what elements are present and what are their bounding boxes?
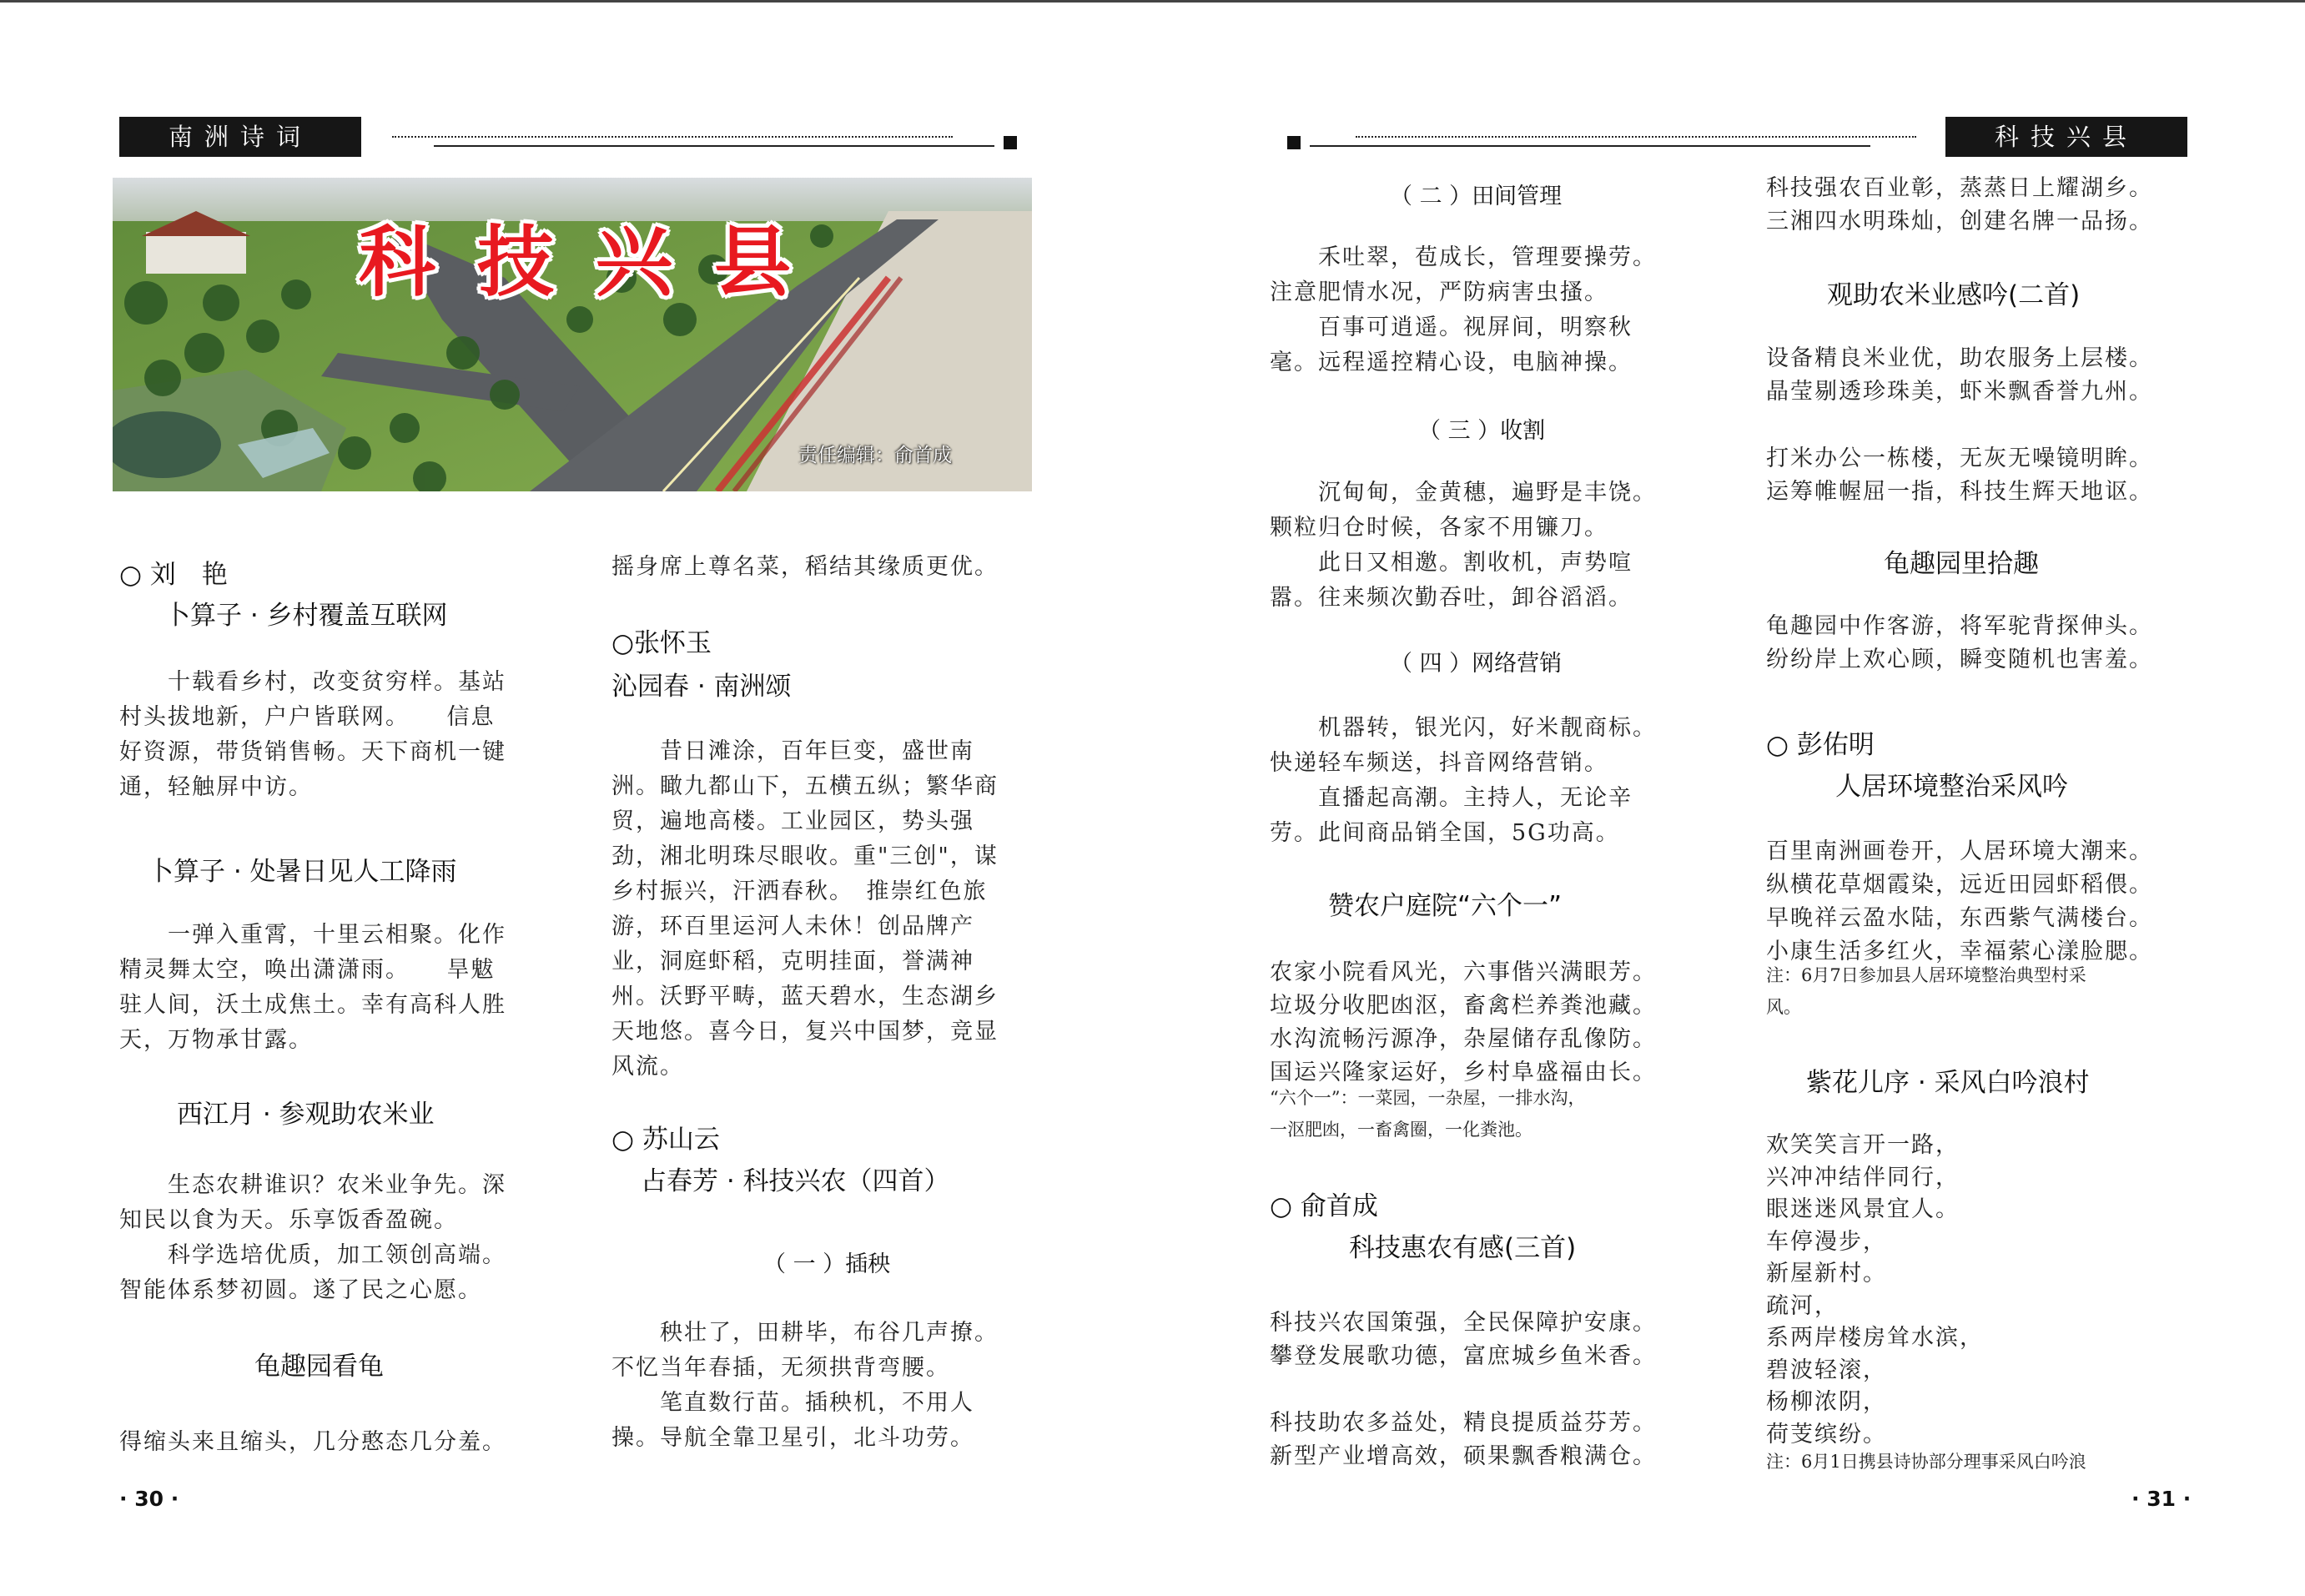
poem-title: 赞农户庭院“六个一” — [1328, 891, 1563, 921]
poem-body: 百里南洲画卷开，人居环境大潮来。 纵横花草烟霞染，远近田园虾稻偎。 早晚祥云盈水陆，东西紫气满楼台。 小康生活多红火，幸福萦心漾脸腮。 — [1766, 838, 2153, 964]
poem-subtitle: （ 二 ）田间管理 — [1390, 184, 1563, 209]
left-page-number: · 30 · — [119, 1487, 179, 1511]
poem-body: 科技强农百业彰，蒸蒸日上耀湖乡。 三湘四水明珠灿，创建名牌一品扬。 — [1766, 175, 2153, 234]
poem-body: 科技兴农国策强，全民保障护安康。 攀登发展歌功德，富庶城乡鱼米香。 科技助农多益处，精良提质益芬芳。 新型产业增高效，硕果飘香粮满仓。 — [1270, 1310, 1657, 1469]
header-rule — [434, 145, 994, 147]
poem-note: “六个一”：一菜园，一杂屋，一排水沟， 一沤肥凼，一畜禽圈，一化粪池。 — [1270, 1088, 1586, 1140]
header-dotted-rule — [1356, 136, 1916, 138]
poem-title: 观助农米业感吟(二首) — [1827, 280, 2081, 310]
poem-body: 一弹入重霄，十里云相聚。化作 精灵舞太空，唤出潇潇雨。 旱魃 驻人间，沃土成焦土。幸有高科人胜 天，万物承甘露。 — [119, 922, 506, 1053]
author-name: ○ 苏山云 — [611, 1125, 720, 1155]
poem-body: 禾吐翠，苞成长，管理要操劳。 注意肥情水况，严防病害虫搔。 百事可逍遥。视屏间，明察秋 毫。远程遥控精心设，电脑神操。 — [1270, 244, 1657, 375]
poem-body: 农家小院看风光，六事偕兴满眼芳。 垃圾分收肥凼沤，畜禽栏养粪池藏。 水沟流畅污源净，杂屋储存乱像防。 国运兴隆家运好，乡村阜盛福由长。 — [1270, 959, 1657, 1085]
author-name: ○张怀玉 — [611, 628, 712, 658]
poem-subtitle: （ 一 ）插秧 — [763, 1251, 891, 1277]
poem-body: 得缩头来且缩头，几分憨态几分羞。 — [119, 1429, 506, 1455]
poem-note: 注：6月1日携县诗协部分理事采风白吟浪 — [1766, 1452, 2086, 1472]
header-square-marker — [1287, 136, 1301, 149]
header-dotted-rule — [392, 136, 953, 138]
poem-title: 卜算子 · 处暑日见人工降雨 — [148, 857, 457, 887]
poem-note: 注：6月7日参加县人居环境整治典型村采 风。 — [1766, 965, 2086, 1017]
poem-title: 沁园春 · 南洲颂 — [611, 672, 792, 702]
poem-title: 占春芳 · 科技兴农（四首） — [641, 1166, 950, 1196]
poem-body: 昔日滩涂，百年巨变，盛世南 洲。瞰九都山下，五横五纵；繁华商 贸，遍地高楼。工业园区，势头强 劲，湘北明珠尽眼收。重"三创"，谋 乡村振兴，汗洒春秋。 推崇红色旅 游，环百里运河人未休！创品牌产 业，洞庭虾稻，克明挂面，誉满神 州。沃野平畴，蓝天碧水，生态湖乡 天地悠。喜今日，复兴中国梦，竞显 风流。 — [611, 738, 999, 1080]
top-border — [0, 0, 2305, 3]
responsible-editor: 责任编辑：俞首成 — [798, 445, 952, 466]
poem-title: 龟趣园里拾趣 — [1884, 549, 2039, 579]
poem-body: 生态农耕谁识？农米业争先。深 知民以食为天。乐享饭香盈碗。 科学选培优质，加工领创高端。 智能体系梦初圆。遂了民之心愿。 — [119, 1172, 506, 1303]
poem-body: 十载看乡村，改变贫穷样。基站 村头拔地新，户户皆联网。 信息 好资源，带货销售畅。天下商机一键 通，轻触屏中访。 — [119, 669, 506, 800]
author-name: ○ 俞首成 — [1270, 1191, 1378, 1221]
right-section-label: 科技兴县 — [1945, 117, 2187, 157]
left-section-label: 南洲诗词 — [119, 117, 361, 157]
poem-subtitle: （ 四 ）网络营销 — [1390, 651, 1563, 677]
poem-title: 紫花儿序 · 采风白吟浪村 — [1806, 1068, 2090, 1098]
header-square-marker — [1004, 136, 1017, 149]
poem-body: 龟趣园中作客游，将军驼背探伸头。 纷纷岸上欢心顾，瞬变随机也害羞。 — [1766, 613, 2153, 672]
poem-title: 科技惠农有感(三首) — [1349, 1233, 1577, 1263]
author-name: ○ 彭佑明 — [1766, 730, 1875, 760]
poem-title: 人居环境整治采风吟 — [1835, 772, 2068, 802]
banner-image — [113, 178, 1032, 491]
poem-title: 龟趣园看龟 — [254, 1352, 384, 1382]
poem-subtitle: （ 三 ）收割 — [1418, 418, 1546, 444]
right-page-number: · 31 · — [2131, 1487, 2192, 1511]
banner-title: 科技兴县 — [359, 217, 833, 307]
poem-body: 设备精良米业优，助农服务上层楼。 晶莹剔透珍珠美，虾米飘香誉九州。 打米办公一栋楼，无灰无噪镜明眸。 运筹帷幄屈一指，科技生辉天地讴。 — [1766, 345, 2153, 505]
author-name: ○ 刘 艳 — [119, 560, 228, 590]
header-rule — [1310, 145, 1870, 147]
poem-body: 秧壮了，田耕毕，布谷几声撩。 不忆当年春插，无须拱背弯腰。 笔直数行苗。插秧机，不用人 操。导航全靠卫星引，北斗功劳。 — [611, 1320, 999, 1451]
poem-title: 西江月 · 参观助农米业 — [177, 1100, 435, 1130]
poem-body: 机器转，银光闪，好米靓商标。 快递轻车频送，抖音网络营销。 直播起高潮。主持人，无论辛 劳。此间商品销全国，5G功高。 — [1270, 715, 1657, 846]
poem-body: 沉甸甸，金黄穗，遍野是丰饶。 颗粒归仓时候，各家不用镰刀。 此日又相邀。割收机，声势喧 嚣。往来频次勤吞吐，卸谷滔滔。 — [1270, 480, 1657, 611]
poem-body: 欢笑笑言开一路， 兴冲冲结伴同行， 眼迷迷风景宜人。 车停漫步， 新屋新村。 疏河， 系两岸楼房耸水滨， 碧波轻滚， 杨柳浓阴， 荷芰缤纷。 — [1766, 1132, 1984, 1447]
poem-body: 摇身席上尊名菜，稻结其缘质更优。 — [611, 554, 999, 580]
poem-title: 卜算子 · 乡村覆盖互联网 — [164, 601, 448, 631]
